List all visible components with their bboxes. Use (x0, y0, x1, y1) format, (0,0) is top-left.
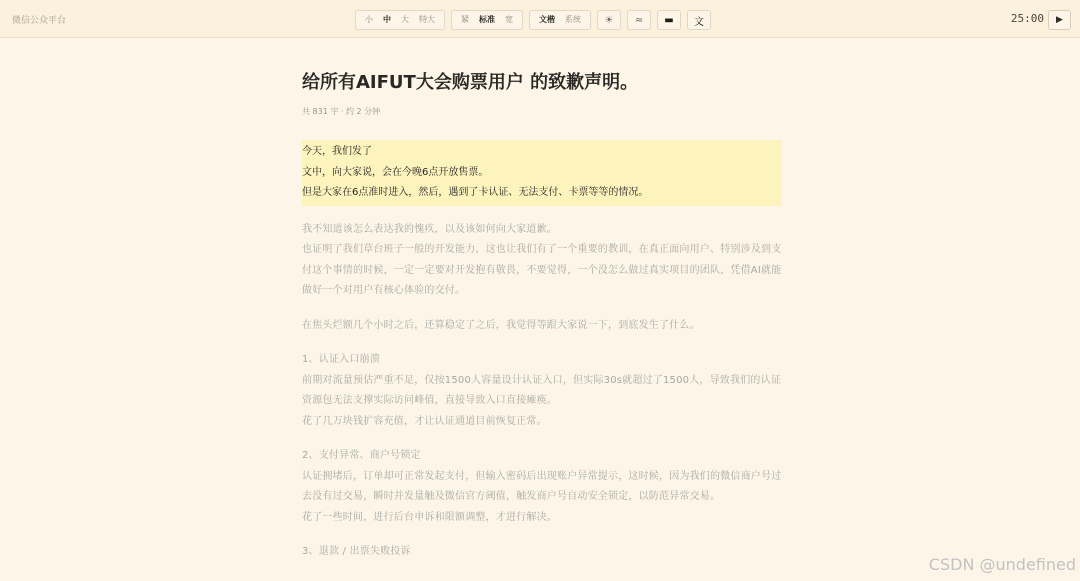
width-group (451, 10, 523, 30)
section-heading: 1、认证入口崩溃 (302, 354, 380, 365)
font-size-large[interactable]: 大 (401, 15, 409, 24)
width-wide[interactable]: 宽 (505, 15, 513, 24)
font-size-medium[interactable]: 中 (383, 15, 391, 24)
paragraph: 花了几万块钱扩容充值，才让认证通道目前恢复正常。 (302, 415, 547, 427)
article-meta: 共 831 字 · 约 2 分钟 (302, 107, 381, 116)
paragraph: 前期对流量预估严重不足，仅按1500人容量设计认证入口，但实际30s就超过了1500人，导致我们的认证资源包无法支撑实际访问峰值，直接导致入口直接瘫痪。 (302, 374, 782, 406)
top-bar (0, 0, 1080, 38)
paragraph-block (302, 350, 782, 432)
paragraph-block (302, 220, 782, 302)
wave-icon[interactable]: ≈ (627, 10, 651, 30)
paragraph: 认证拥堵后，订单却可正常发起支付，但输入密码后出现账户异常提示，这时候，因为我们的微信商户号过去没有过交易，瞬时并发量触及微信官方阈值，触发商户号自动安全锁定，以防范异常交易。 (302, 470, 782, 502)
timer: 25:00 (1010, 12, 1044, 25)
font-size-group (355, 10, 445, 30)
font-size-xlarge[interactable]: 特大 (419, 15, 435, 24)
paragraph-block (302, 542, 782, 563)
highlight-line: 文中，向大家说，会在今晚6点开放售票。 (302, 166, 489, 178)
block-icon[interactable]: ▬ (657, 10, 681, 30)
width-compact[interactable]: 紧 (461, 15, 469, 24)
highlight-line: 但是大家在6点准时进入，然后，遇到了卡认证、无法支付、卡票等等的情况。 (302, 187, 649, 198)
font-family-group (529, 10, 591, 30)
font-system[interactable]: 系统 (565, 15, 581, 24)
paragraph-block (302, 446, 782, 528)
section-heading: 3、退款 / 出票失败投诉 (302, 546, 411, 557)
article-title: 给所有AIFUT大会购票用户 的致歉声明。 (302, 72, 639, 93)
reader-toolbar (355, 10, 711, 30)
font-kai[interactable]: 文楷 (539, 15, 555, 24)
article (302, 70, 782, 563)
paragraph: 我不知道该怎么表达我的愧疚，以及该如何向大家道歉。 (302, 223, 557, 235)
paragraph: 也证明了我们草台班子一般的开发能力，这也让我们有了一个重要的教训，在真正面向用户、特别涉及到支付这个事情的时候，一定一定要对开发抱有敬畏，不要觉得，一个没怎么做过真实项目的团队，凭借AI就能做好一个对用户有核心体验的交付。 (302, 244, 782, 296)
sun-icon[interactable]: ☀ (597, 10, 621, 30)
width-standard[interactable]: 标准 (479, 15, 495, 24)
watermark: CSDN @undefined (928, 555, 1076, 574)
play-icon[interactable]: ▶ (1048, 10, 1071, 30)
brand-label: 微信公众平台 (12, 16, 67, 26)
paragraph-block (302, 316, 782, 337)
text-icon[interactable]: 文 (687, 10, 711, 30)
article-body (302, 220, 782, 563)
highlight-line: 今天，我们发了 (302, 146, 372, 157)
section-heading: 2、支付异常、商户号锁定 (302, 450, 421, 461)
paragraph: 花了一些时间，进行后台申诉和限额调整，才进行解决。 (302, 511, 557, 523)
font-size-small[interactable]: 小 (365, 15, 373, 24)
paragraph: 在焦头烂额几个小时之后，还算稳定了之后，我觉得等跟大家说一下，到底发生了什么。 (302, 319, 700, 331)
highlighted-block (302, 140, 782, 206)
